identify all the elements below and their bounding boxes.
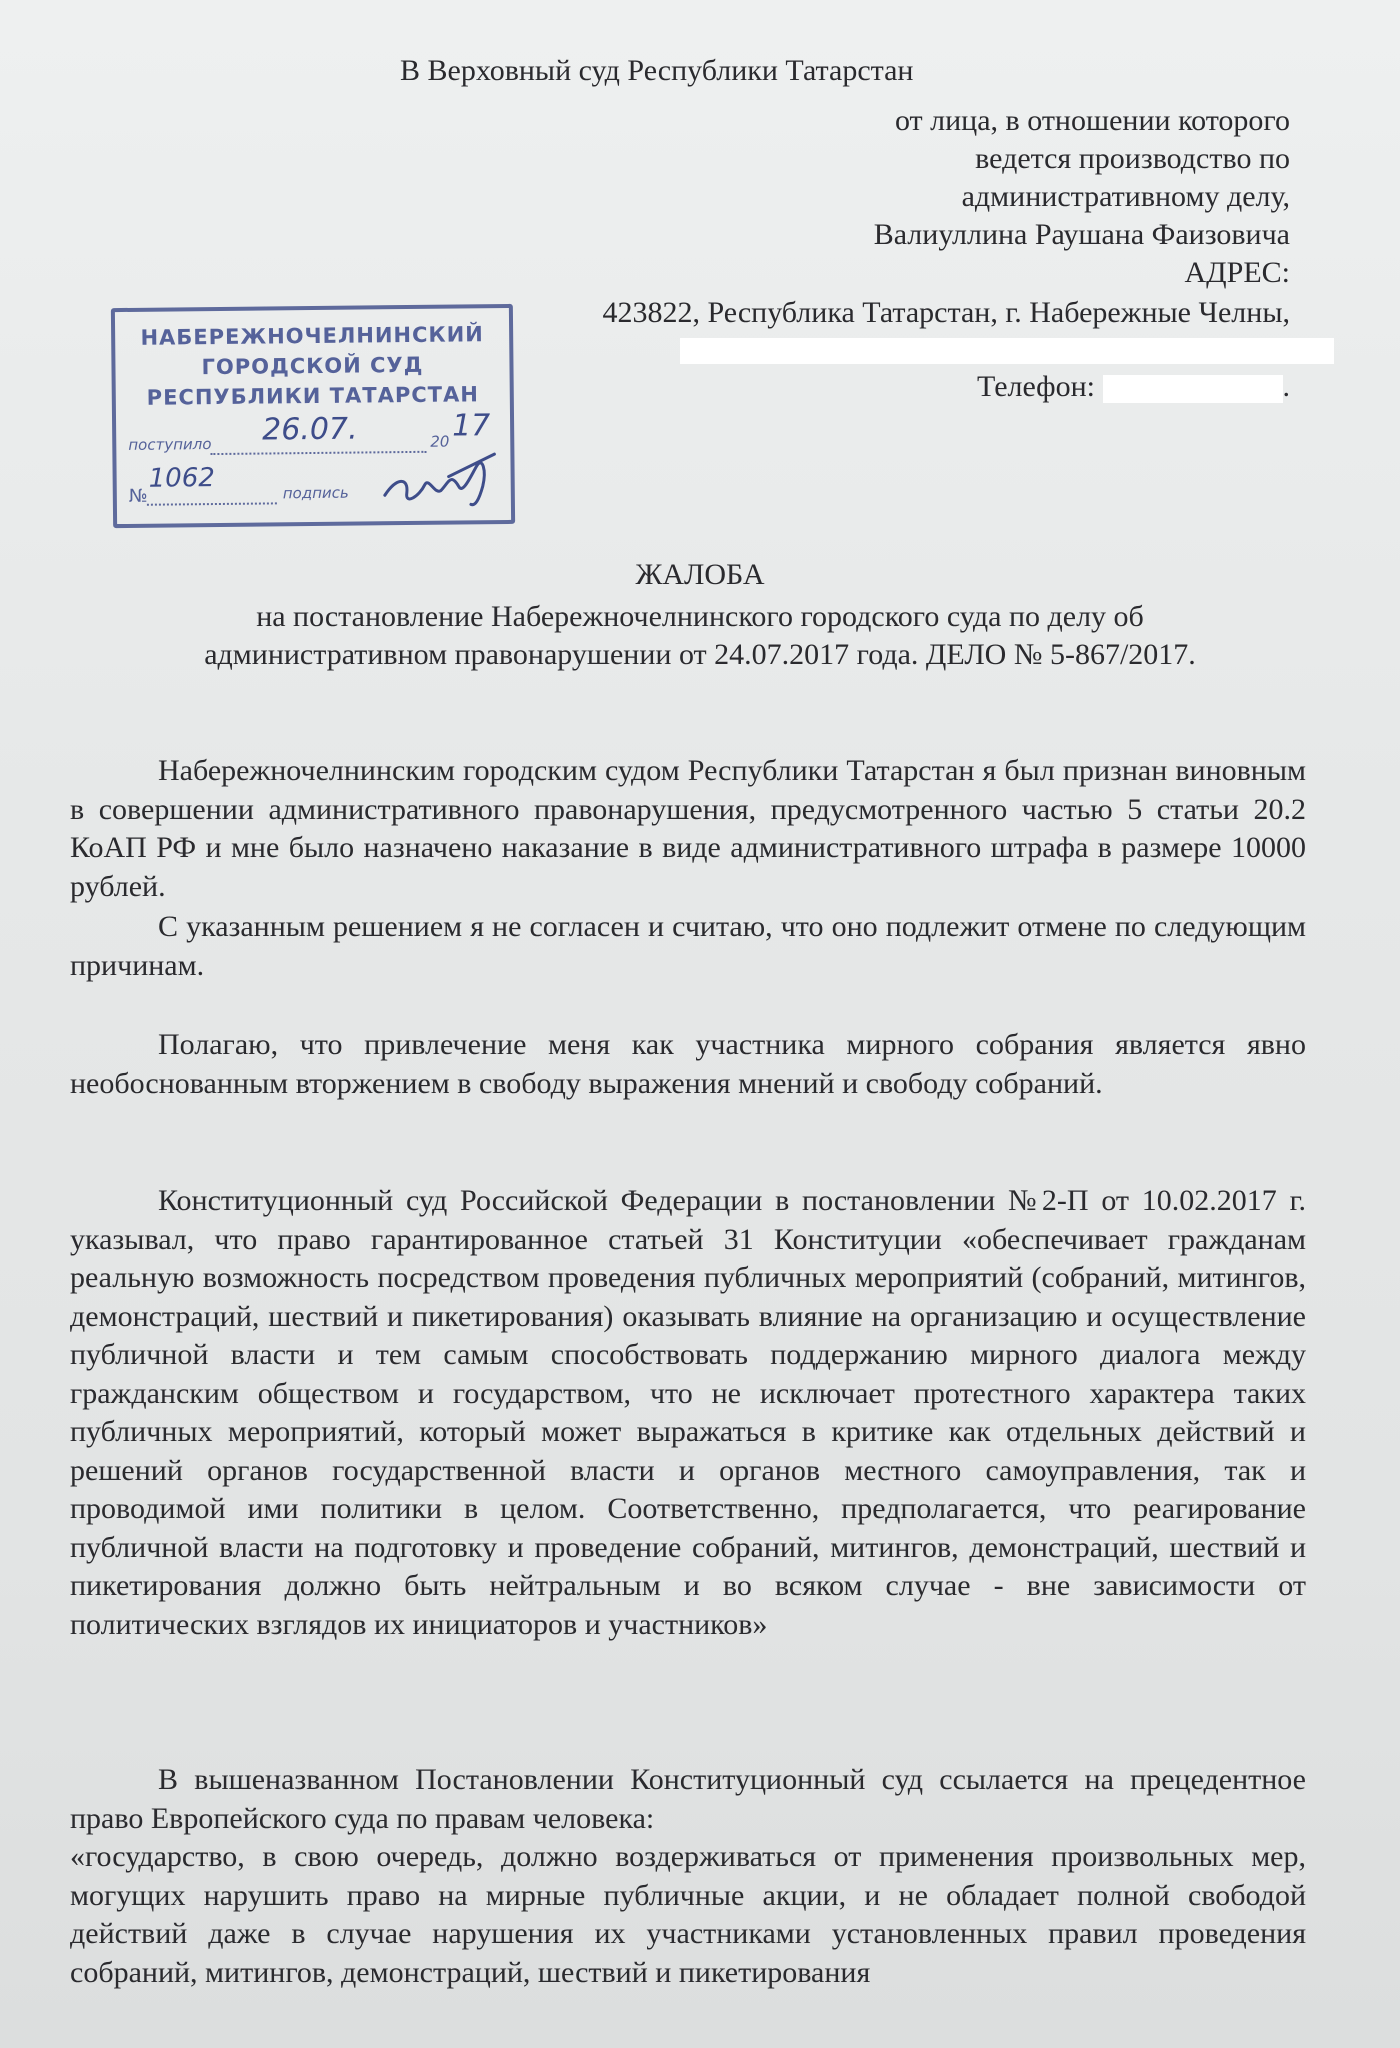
court-received-stamp (111, 304, 515, 528)
applicant-name: Валиуллина Раушана Фаизовича (873, 218, 1290, 251)
stamp-line-3: РЕСПУБЛИКИ ТАТАРСТАН (146, 382, 479, 410)
from-line-3: административному делу, (961, 180, 1290, 213)
stamp-number-underline (147, 502, 277, 505)
document-heading: ЖАЛОБА (635, 558, 765, 591)
stamp-received-date: 26.07. (261, 411, 358, 448)
handwritten-signature-icon (378, 446, 499, 513)
paragraph-4: Конституционный суд Российской Федерации в постановлении №2-П от 10.02.2017 г. указывал, что право гарантированное статьей 31 Конституции «обеспечивает гражданам реальную возможность посредством проведения публичных мероприятий (собраний, митингов, демонстраций, шествий и пикетирования) оказывать влияние на организацию и осуществление публичной власти и тем самым способствовать поддержанию мирного диалога между гражданским обществом и государством, что не исключает протестного характера таких публичных мероприятий, который может выражаться в критике как отдельных действий и решений органов государственной власти и органов местного самоуправления, так и проводимой ими политики в целом. Соответственно, предполагается, что реагирование публичной власти на подготовку и проведение собраний, митингов, демонстраций, шествий и пикетирования должно быть нейтральным и во всяком случае - вне зависимости от политических взглядов их инициаторов и участников» (70, 1184, 1306, 1641)
from-line-1: от лица, в отношении которого (894, 104, 1290, 137)
redacted-phone (1103, 375, 1283, 403)
stamp-signature-label: подпись (282, 483, 349, 503)
paragraph-1: Набережночелнинским городским судом Республики Татарстан я был признан виновным в совершении административного правонарушения, предусмотренного частью 5 статьи 20.2 КоАП РФ и мне было назначено наказание в виде административного штрафа в размере 10000 рублей. (70, 754, 1306, 903)
document-subtitle-2: административном правонарушении от 24.07.2017 года. ДЕЛО № 5-867/2017. (204, 638, 1196, 671)
stamp-number-handwritten: 1062 (148, 463, 215, 494)
stamp-line-2: ГОРОДСКОЙ СУД (201, 352, 424, 380)
stamp-number-label: № (128, 485, 148, 507)
address-line: 423822, Республика Татарстан, г. Набережные Челны, (602, 296, 1290, 329)
phone-line (977, 368, 1290, 406)
paragraph-5: В вышеназванном Постановлении Конституционный суд ссылается на прецедентное право Европейского суда по правам человека: (70, 1763, 1306, 1835)
stamp-line-1: НАБЕРЕЖНОЧЕЛНИНСКИЙ (140, 322, 484, 350)
stamp-year-handwritten: 17 (451, 408, 491, 444)
paragraph-2: С указанным решением я не согласен и считаю, что оно подлежит отмене по следующим причинам. (70, 910, 1306, 982)
paragraph-6: «государство, в свою очередь, должно воздерживаться от применения произвольных мер, могущих нарушить право на мирные публичные акции, и не обладает полной свободой действий даже в случае нарушения их участниками установленных правил проведения собраний, митингов, демонстраций, шествий и пикетирования (70, 1840, 1306, 1989)
redacted-address (680, 338, 1334, 364)
stamp-year-prefix: 20 (430, 432, 450, 451)
paragraph-3: Полагаю, что привлечение меня как участника мирного собрания является явно необоснованным вторжением в свободу выражения мнений и свободу собраний. (70, 1028, 1306, 1100)
document-subtitle-1: на постановление Набережночелнинского городского суда по делу об (256, 600, 1144, 633)
court-addressee: В Верховный суд Республики Татарстан (400, 54, 914, 87)
stamp-received-label: поступило (128, 435, 212, 454)
address-label: АДРЕС: (1184, 256, 1290, 289)
from-line-2: ведется производство по (975, 142, 1290, 175)
phone-label: Телефон: (977, 370, 1095, 403)
phone-tail: . (1282, 370, 1290, 403)
